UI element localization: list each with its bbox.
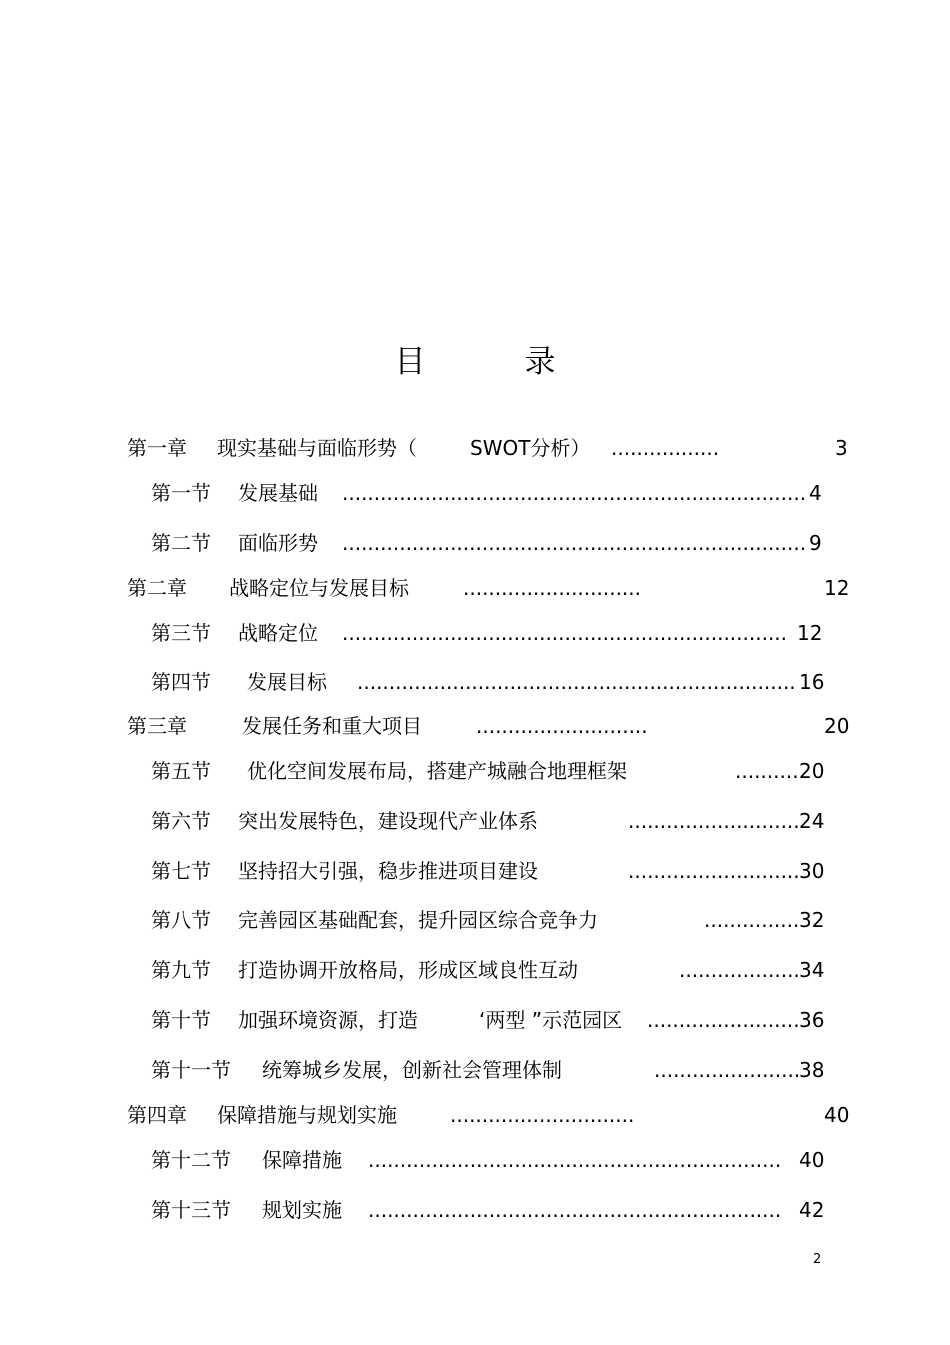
page-ref: 30	[799, 859, 825, 883]
leader-dots: .......................	[654, 1058, 801, 1082]
page-ref: 38	[799, 1058, 825, 1082]
entry-prefix: 第二章	[127, 576, 187, 600]
entry-title: 突出发展特色，建设现代产业体系	[238, 809, 538, 833]
entry-title-extra: SWOT分析）	[470, 436, 591, 460]
page-ref: 16	[799, 670, 825, 694]
entry-prefix: 第三节	[151, 621, 211, 645]
leader-dots: .....................................................................	[357, 670, 796, 694]
entry-title: 统筹城乡发展，创新社会管理体制	[262, 1058, 562, 1082]
leader-dots: .........................................................................	[342, 531, 807, 555]
page-ref: 3	[835, 436, 848, 460]
entry-prefix: 第一节	[151, 481, 211, 505]
page-ref: 24	[799, 809, 825, 833]
entry-title: 发展基础	[238, 481, 318, 505]
entry-prefix: 第一章	[127, 436, 187, 460]
leader-dots: .........................................................................	[342, 481, 807, 505]
entry-title: 发展目标	[247, 670, 327, 694]
leader-dots: ...............	[704, 908, 800, 932]
page-ref: 36	[799, 1008, 825, 1032]
entry-title: 发展任务和重大项目	[242, 714, 422, 738]
entry-title: 战略定位与发展目标	[229, 576, 409, 600]
leader-dots: ...........................	[476, 714, 648, 738]
page-ref: 12	[824, 576, 850, 600]
entry-title: 保障措施与规划实施	[217, 1103, 397, 1127]
entry-title: 战略定位	[238, 621, 318, 645]
entry-title: 打造协调开放格局，形成区域良性互动	[238, 958, 578, 982]
leader-dots: ...........................	[628, 859, 800, 883]
leader-dots: ...........................	[628, 809, 800, 833]
page-ref: 9	[809, 531, 822, 555]
page-ref: 40	[824, 1103, 850, 1127]
entry-prefix: 第七节	[151, 859, 211, 883]
leader-dots: .................................................................	[368, 1148, 782, 1172]
entry-prefix: 第九节	[151, 958, 211, 982]
page-ref: 42	[799, 1198, 825, 1222]
page-ref: 32	[799, 908, 825, 932]
entry-title: 优化空间发展布局，搭建产城融合地理框架	[247, 759, 627, 783]
entry-prefix: 第五节	[151, 759, 211, 783]
entry-prefix: 第二节	[151, 531, 211, 555]
page-ref: 34	[799, 958, 825, 982]
entry-prefix: 第四节	[151, 670, 211, 694]
leader-dots: .................	[611, 436, 720, 460]
page-number: 2	[813, 1252, 822, 1267]
entry-title: 保障措施	[262, 1148, 342, 1172]
entry-prefix: 第十节	[151, 1008, 211, 1032]
leader-dots: .............................	[450, 1103, 635, 1127]
entry-prefix: 第十三节	[151, 1198, 231, 1222]
page-ref: 20	[824, 714, 850, 738]
leader-dots: ...................	[679, 958, 800, 982]
entry-title: 规划实施	[262, 1198, 342, 1222]
leader-dots: ......................................................................	[342, 621, 788, 645]
entry-prefix: 第三章	[127, 714, 187, 738]
leader-dots: .................................................................	[368, 1198, 782, 1222]
entry-title: 现实基础与面临形势（	[217, 436, 417, 460]
toc-title: 目 录	[394, 344, 590, 380]
page-ref: 4	[809, 481, 822, 505]
leader-dots: ........................	[647, 1008, 800, 1032]
entry-title-extra: ‘两型 ”示范园区	[479, 1008, 623, 1032]
entry-prefix: 第四章	[127, 1103, 187, 1127]
page-ref: 12	[797, 621, 823, 645]
leader-dots: ..........	[735, 759, 799, 783]
page-ref: 20	[799, 759, 825, 783]
leader-dots: ............................	[463, 576, 642, 600]
entry-title: 加强环境资源，打造	[238, 1008, 418, 1032]
page-ref: 40	[799, 1148, 825, 1172]
entry-title: 面临形势	[238, 531, 318, 555]
entry-prefix: 第十二节	[151, 1148, 231, 1172]
entry-title: 完善园区基础配套，提升园区综合竞争力	[238, 908, 598, 932]
entry-prefix: 第十一节	[151, 1058, 231, 1082]
entry-prefix: 第六节	[151, 809, 211, 833]
entry-prefix: 第八节	[151, 908, 211, 932]
entry-title: 坚持招大引强，稳步推进项目建设	[238, 859, 538, 883]
